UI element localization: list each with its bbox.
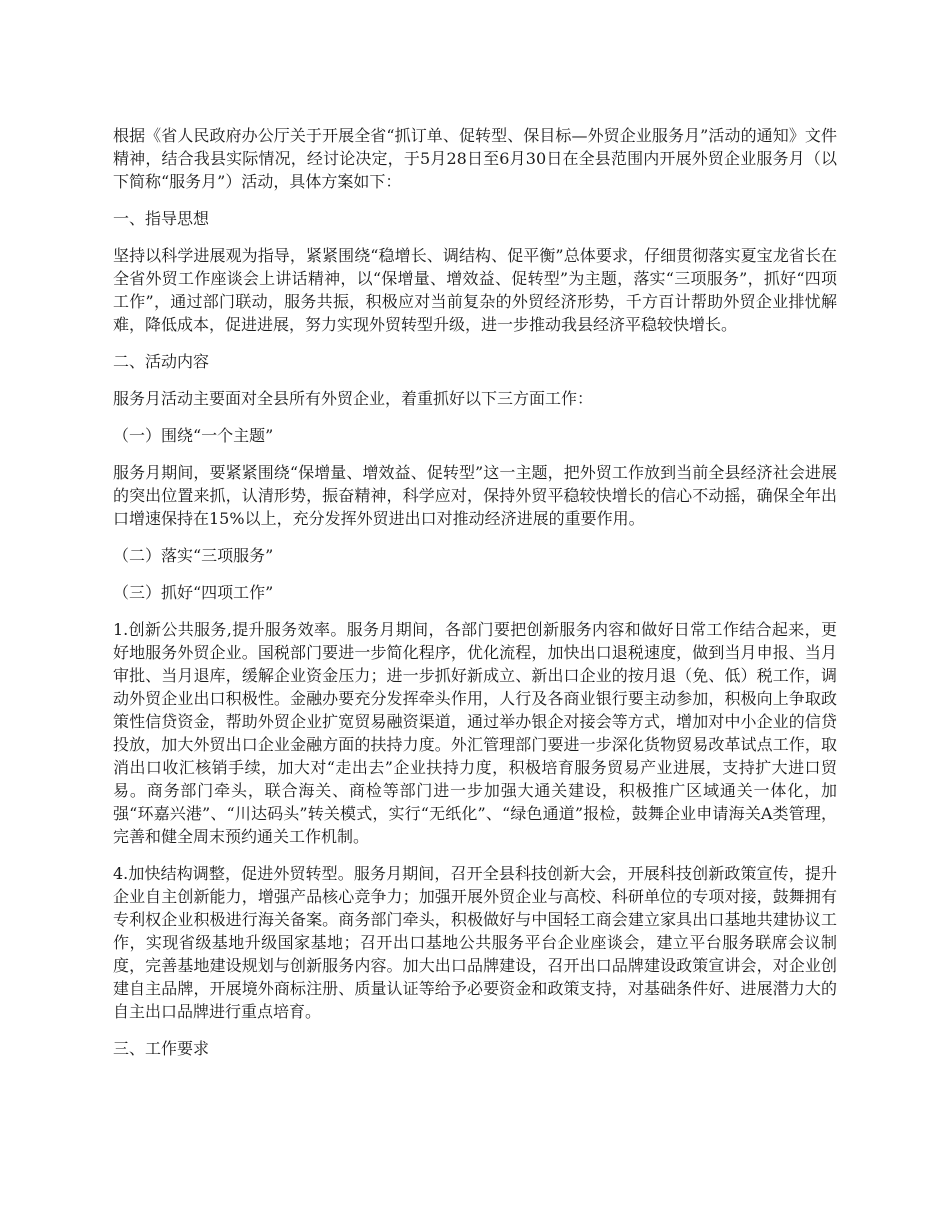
section-heading-guiding-ideology: 一、指导思想	[113, 209, 210, 228]
section-heading-work-requirements: 三、工作要求	[113, 1039, 210, 1058]
guiding-ideology-paragraph: 坚持以科学进展观为指导，紧紧围绕“稳增长、调结构、促平衡”总体要求，仔细贯彻落实夏宝龙省长在全省外贸工作座谈会上讲话精神，以“保增量、增效益、促转型”为主题，落实“三项服务”，抓好“四项工作”，通过部门联动，服务共振，积极应对当前复杂的外贸经济形势，千方百计帮助外贸企业排忧解难，降低成本，促进进展，努力实现外贸转型升级，进一步推动我县经济平稳较快增长。	[113, 246, 837, 334]
activity-content-paragraph: 服务月活动主要面对全县所有外贸企业，着重抓好以下三方面工作：	[113, 389, 594, 408]
subheading-four-tasks: （三）抓好“四项工作”	[113, 583, 274, 602]
task-1-paragraph: 1.创新公共服务,提升服务效率。服务月期间，各部门要把创新服务内容和做好日常工作结合起来，更好地服务外贸企业。国税部门要进一步简化程序，优化流程，加快出口退税速度，做到当月申报、当月审批、当月退库，缓解企业资金压力；进一步抓好新成立、新出口企业的按月退（免、低）税工作，调动外贸企业出口积极性。金融办要充分发挥牵头作用，人行及各商业银行要主动参加，积极向上争取政策性信贷资金，帮助外贸企业扩宽贸易融资渠道，通过举办银企对接会等方式，增加对中小企业的信贷投放，加大外贸出口企业金融方面的扶持力度。外汇管理部门要进一步深化货物贸易改革试点工作，取消出口收汇核销手续，加大对“走出去”企业扶持力度，积极培育服务贸易产业进展，支持扩大进口贸易。商务部门牵头，联合海关、商检等部门进一步加强大通关建设，积极推广区域通关一体化，加强“环嘉兴港”、“川达码头”转关模式，实行“无纸化”、“绿色通道”报检，鼓舞企业申请海关A类管理，完善和健全周末预约通关工作机制。	[113, 620, 837, 846]
one-theme-paragraph: 服务月期间，要紧紧围绕“保增量、增效益、促转型”这一主题，把外贸工作放到当前全县经济社会进展的突出位置来抓，认清形势，振奋精神，科学应对，保持外贸平稳较快增长的信心不动摇，确保全年出口增速保持在15%以上，充分发挥外贸进出口对推动经济进展的重要作用。	[113, 463, 837, 528]
subheading-three-services: （二）落实“三项服务”	[113, 546, 274, 565]
task-4-paragraph: 4.加快结构调整，促进外贸转型。服务月期间，召开全县科技创新大会，开展科技创新政策宣传，提升企业自主创新能力，增强产品核心竞争力；加强开展外贸企业与高校、科研单位的专项对接，鼓舞拥有专利权企业积极进行海关备案。商务部门牵头，积极做好与中国轻工商会建立家具出口基地共建协议工作，实现省级基地升级国家基地；召开出口基地公共服务平台企业座谈会，建立平台服务联席会议制度，完善基地建设规划与创新服务内容。加大出口品牌建设，召开出口品牌建设政策宣讲会，对企业创建自主品牌，开展境外商标注册、质量认证等给予必要资金和政策支持，对基础条件好、进展潜力大的自主出口品牌进行重点培育。	[113, 864, 837, 1021]
intro-paragraph: 根据《省人民政府办公厅关于开展全省“抓订单、促转型、保目标—外贸企业服务月”活动的通知》文件精神，结合我县实际情况，经讨论决定，于5月28日至6月30日在全县范围内开展外贸企业服务月（以下简称“服务月”）活动，具体方案如下：	[113, 126, 837, 191]
subheading-one-theme: （一）围绕“一个主题”	[113, 426, 274, 445]
section-heading-activity-content: 二、活动内容	[113, 352, 210, 371]
document-body	[113, 124, 837, 1074]
